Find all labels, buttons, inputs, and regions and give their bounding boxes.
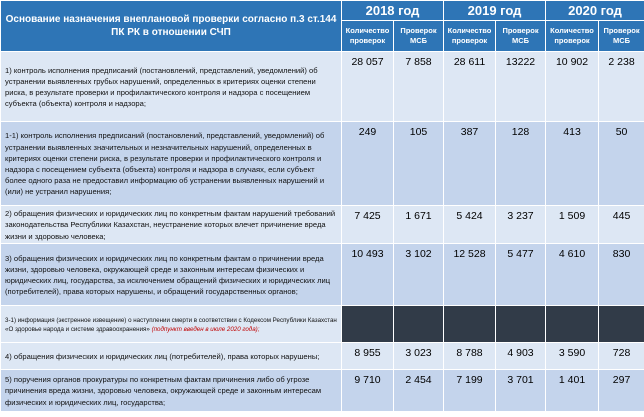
- row-2-description: 2) обращения физических и юридических лиц по конкретным фактам нарушений требований законодательства Республики Казахстан, неустранение которых влечет причинение вреда жизни и здоровью человека;: [1, 206, 342, 244]
- row-5-count-2019: 7 199: [444, 370, 496, 412]
- row-3-count-2019: 12 528: [444, 244, 496, 306]
- row-3-description: 3) обращения физических и юридических лиц по конкретным фактам о причинении вреда жизни, здоровью человека, окружающей среде и законным интересам физических и юридических лиц, государства, за исключением обращений физических и юридических лиц (потребителей), права которых нарушены, и обращений государственных органов;: [1, 244, 342, 306]
- header-year-2020: 2020 год: [546, 1, 644, 21]
- row-3-msb-2018: 3 102: [394, 244, 444, 306]
- row-3-1-text: 3-1) информация (экстренное извещение) о наступлении смерти в соответствии с Кодексом Республики Казахстан «О здоровье народа и системе здравоохранения»: [5, 316, 337, 333]
- row-1-1-msb-2018: 105: [394, 122, 444, 206]
- row-1-description: 1) контроль исполнения предписаний (постановлений, представлений, уведомлений) об устранении выявленных грубых нарушений, определенных в критериях оценки степени риска, в результате проверки и профилактического контроля и надзора с посещением субъекта (объекта) контроля и надзора;: [1, 52, 342, 122]
- header-year-2018: 2018 год: [342, 1, 444, 21]
- row-5-msb-2018: 2 454: [394, 370, 444, 412]
- row-2-msb-2018: 1 671: [394, 206, 444, 244]
- row-3-1-empty-cell: [394, 306, 444, 343]
- row-5-msb-2019: 3 701: [496, 370, 546, 412]
- row-4-count-2020: 3 590: [546, 343, 599, 370]
- row-3-1-description: [1, 306, 342, 343]
- row-2-msb-2019: 3 237: [496, 206, 546, 244]
- row-2-count-2019: 5 424: [444, 206, 496, 244]
- row-4-msb-2018: 3 023: [394, 343, 444, 370]
- table-row: [1, 244, 644, 306]
- header-count-2018: Количество проверок: [342, 21, 394, 52]
- table-row: [1, 343, 644, 370]
- row-2-count-2020: 1 509: [546, 206, 599, 244]
- header-msb-2019: Проверок МСБ: [496, 21, 546, 52]
- row-1-1-msb-2020: 50: [599, 122, 644, 206]
- header-count-2020: Количество проверок: [546, 21, 599, 52]
- row-3-msb-2020: 830: [599, 244, 644, 306]
- header-msb-2018: Проверок МСБ: [394, 21, 444, 52]
- row-3-1-empty-cell: [599, 306, 644, 343]
- row-5-count-2018: 9 710: [342, 370, 394, 412]
- row-1-msb-2018: 7 858: [394, 52, 444, 122]
- table-row: [1, 52, 644, 122]
- row-3-count-2018: 10 493: [342, 244, 394, 306]
- row-1-1-count-2019: 387: [444, 122, 496, 206]
- header-count-2019: Количество проверок: [444, 21, 496, 52]
- row-3-msb-2019: 5 477: [496, 244, 546, 306]
- row-3-1-empty-cell: [496, 306, 546, 343]
- row-1-1-msb-2019: 128: [496, 122, 546, 206]
- row-1-count-2019: 28 611: [444, 52, 496, 122]
- row-1-count-2020: 10 902: [546, 52, 599, 122]
- row-5-count-2020: 1 401: [546, 370, 599, 412]
- row-1-1-count-2018: 249: [342, 122, 394, 206]
- row-3-1-empty-cell: [444, 306, 496, 343]
- table-row: [1, 122, 644, 206]
- row-4-description: 4) обращения физических и юридических лиц (потребителей), права которых нарушены;: [1, 343, 342, 370]
- row-1-msb-2019: 13222: [496, 52, 546, 122]
- header-year-2019: 2019 год: [444, 1, 546, 21]
- row-3-1-empty-cell: [546, 306, 599, 343]
- table-row: [1, 306, 644, 343]
- row-5-msb-2020: 297: [599, 370, 644, 412]
- row-4-msb-2019: 4 903: [496, 343, 546, 370]
- row-1-1-count-2020: 413: [546, 122, 599, 206]
- row-3-1-note: (подпункт введен в июле 2020 года);: [151, 325, 260, 333]
- header-msb-2020: Проверок МСБ: [599, 21, 644, 52]
- row-4-count-2019: 8 788: [444, 343, 496, 370]
- row-4-count-2018: 8 955: [342, 343, 394, 370]
- row-5-description: 5) поручения органов прокуратуры по конкретным фактам причинения либо об угрозе причинения вреда жизни, здоровью человека, окружающей среде и законным интересам физических и юридических лиц, государства;: [1, 370, 342, 412]
- row-3-1-empty-cell: [342, 306, 394, 343]
- row-3-count-2020: 4 610: [546, 244, 599, 306]
- table-row: [1, 206, 644, 244]
- row-1-count-2018: 28 057: [342, 52, 394, 122]
- row-1-msb-2020: 2 238: [599, 52, 644, 122]
- row-1-1-description: 1-1) контроль исполнения предписаний (постановлений, представлений, уведомлений) об устранении выявленных значительных и незначительных нарушений, определенных в критериях оценки степени риска, в результате проверки и профилактического контроля и надзора с посещением субъекта (объекта) контроля и надзора в случаях, если субъект более одного раза не предоставил информацию об устранении выявленных нарушений и (или) не устранил нарушения;: [1, 122, 342, 206]
- header-title: Основание назначения внеплановой проверки согласно п.3 ст.144 ПК РК в отношении СЧП: [1, 1, 342, 52]
- row-2-count-2018: 7 425: [342, 206, 394, 244]
- row-2-msb-2020: 445: [599, 206, 644, 244]
- row-4-msb-2020: 728: [599, 343, 644, 370]
- table-row: [1, 370, 644, 412]
